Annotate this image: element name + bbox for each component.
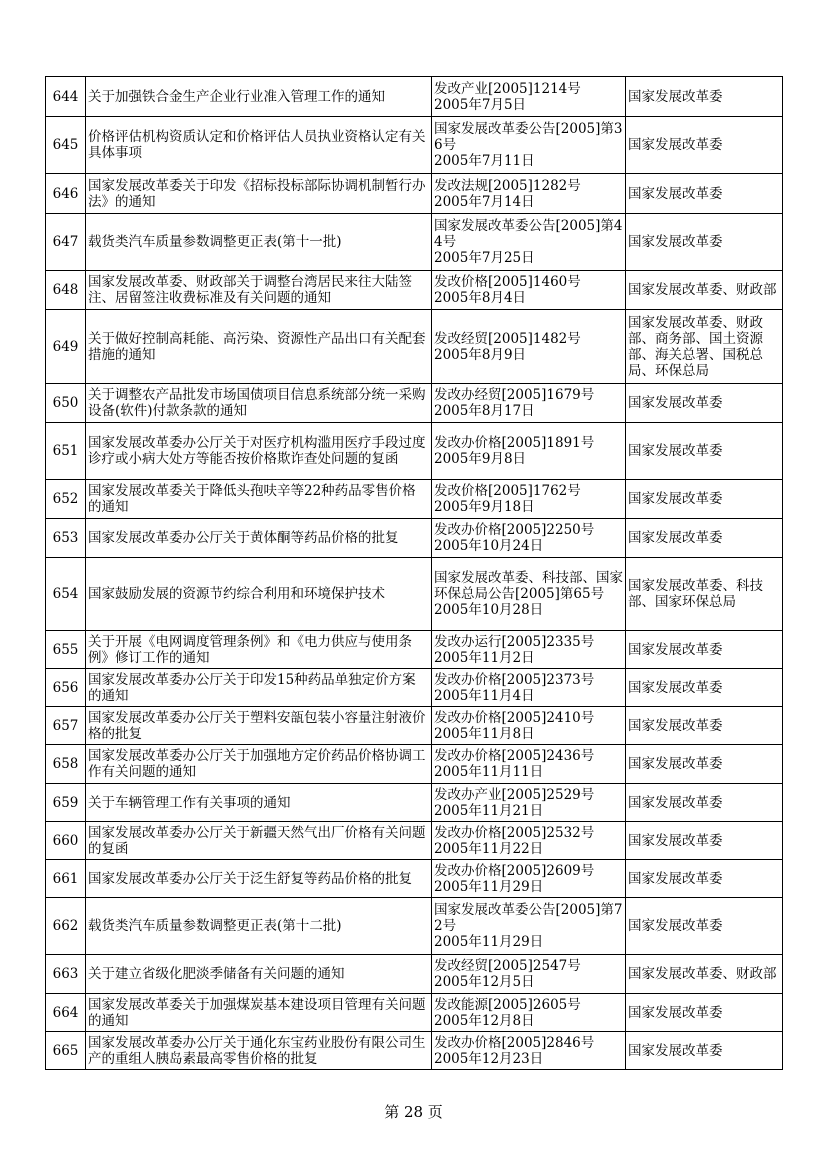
row-issuer: 国家发展改革委、科技部、国家环保总局 — [626, 558, 783, 631]
row-title: 关于建立省级化肥淡季储备有关问题的通知 — [86, 955, 432, 994]
table-row — [46, 631, 783, 669]
row-issuer: 国家发展改革委 — [626, 519, 783, 558]
row-number: 658 — [46, 745, 86, 784]
row-document-number: 发改办价格[2005]2250号 2005年10月24日 — [432, 519, 626, 558]
row-document-number: 发改办价格[2005]2373号 2005年11月4日 — [432, 669, 626, 707]
row-title: 关于加强铁合金生产企业行业准入管理工作的通知 — [86, 77, 432, 117]
row-number: 654 — [46, 558, 86, 631]
table-row — [46, 822, 783, 860]
document-table — [45, 76, 783, 1070]
row-number: 662 — [46, 898, 86, 955]
row-issuer: 国家发展改革委 — [626, 784, 783, 822]
row-number: 650 — [46, 384, 86, 423]
row-number: 647 — [46, 214, 86, 271]
table-row — [46, 707, 783, 745]
row-title: 关于做好控制高耗能、高污染、资源性产品出口有关配套措施的通知 — [86, 310, 432, 384]
row-document-number: 发改能源[2005]2605号 2005年12月8日 — [432, 994, 626, 1032]
table-row — [46, 480, 783, 519]
row-issuer: 国家发展改革委、财政部 — [626, 955, 783, 994]
row-number: 649 — [46, 310, 86, 384]
row-number: 657 — [46, 707, 86, 745]
row-number: 646 — [46, 174, 86, 214]
row-number: 653 — [46, 519, 86, 558]
row-document-number: 发改办价格[2005]2846号 2005年12月23日 — [432, 1032, 626, 1070]
table-row — [46, 214, 783, 271]
row-number: 656 — [46, 669, 86, 707]
row-document-number: 发改价格[2005]1762号 2005年9月18日 — [432, 480, 626, 519]
row-number: 655 — [46, 631, 86, 669]
table-row — [46, 1032, 783, 1070]
row-title: 国家发展改革委办公厅关于塑料安瓿包装小容量注射液价格的批复 — [86, 707, 432, 745]
row-issuer: 国家发展改革委 — [626, 117, 783, 174]
row-title: 国家鼓励发展的资源节约综合利用和环境保护技术 — [86, 558, 432, 631]
row-number: 663 — [46, 955, 86, 994]
row-title: 关于开展《电网调度管理条例》和《电力供应与使用条例》修订工作的通知 — [86, 631, 432, 669]
row-document-number: 发改办价格[2005]2609号 2005年11月29日 — [432, 860, 626, 898]
row-number: 664 — [46, 994, 86, 1032]
table-row — [46, 860, 783, 898]
row-issuer: 国家发展改革委 — [626, 707, 783, 745]
table-row — [46, 174, 783, 214]
row-issuer: 国家发展改革委 — [626, 745, 783, 784]
row-title: 国家发展改革委办公厅关于印发15种药品单独定价方案的通知 — [86, 669, 432, 707]
row-document-number: 发改办价格[2005]2410号 2005年11月8日 — [432, 707, 626, 745]
row-document-number: 国家发展改革委公告[2005]第44号 2005年7月25日 — [432, 214, 626, 271]
table-row — [46, 384, 783, 423]
row-number: 665 — [46, 1032, 86, 1070]
row-issuer: 国家发展改革委 — [626, 822, 783, 860]
row-title: 国家发展改革委办公厅关于对医疗机构滥用医疗手段过度诊疗或小病大处方等能否按价格欺诈查处问题的复函 — [86, 423, 432, 480]
row-document-number: 发改办产业[2005]2529号 2005年11月21日 — [432, 784, 626, 822]
row-document-number: 发改法规[2005]1282号 2005年7月14日 — [432, 174, 626, 214]
row-issuer: 国家发展改革委、财政部 — [626, 271, 783, 310]
row-number: 652 — [46, 480, 86, 519]
row-title: 关于调整农产品批发市场国债项目信息系统部分统一采购设备(软件)付款条款的通知 — [86, 384, 432, 423]
page-number: 第 28 页 — [384, 1103, 443, 1121]
table-row — [46, 558, 783, 631]
row-issuer: 国家发展改革委 — [626, 1032, 783, 1070]
row-title: 国家发展改革委办公厅关于通化东宝药业股份有限公司生产的重组人胰岛素最高零售价格的批复 — [86, 1032, 432, 1070]
table-row — [46, 423, 783, 480]
row-document-number: 发改办价格[2005]1891号 2005年9月8日 — [432, 423, 626, 480]
row-number: 644 — [46, 77, 86, 117]
row-title: 国家发展改革委关于加强煤炭基本建设项目管理有关问题的通知 — [86, 994, 432, 1032]
row-number: 651 — [46, 423, 86, 480]
row-number: 645 — [46, 117, 86, 174]
row-issuer: 国家发展改革委 — [626, 669, 783, 707]
row-issuer: 国家发展改革委、财政部、商务部、国土资源部、海关总署、国税总局、环保总局 — [626, 310, 783, 384]
table-row — [46, 310, 783, 384]
table-row — [46, 955, 783, 994]
row-document-number: 国家发展改革委、科技部、国家环保总局公告[2005]第65号 2005年10月28日 — [432, 558, 626, 631]
row-document-number: 发改办运行[2005]2335号 2005年11月2日 — [432, 631, 626, 669]
row-issuer: 国家发展改革委 — [626, 631, 783, 669]
row-title: 关于车辆管理工作有关事项的通知 — [86, 784, 432, 822]
table-row — [46, 745, 783, 784]
table-row — [46, 519, 783, 558]
row-number: 660 — [46, 822, 86, 860]
row-issuer: 国家发展改革委 — [626, 174, 783, 214]
table-body — [46, 77, 783, 1070]
row-title: 国家发展改革委办公厅关于泛生舒复等药品价格的批复 — [86, 860, 432, 898]
table-row — [46, 669, 783, 707]
table-row — [46, 271, 783, 310]
row-title: 国家发展改革委办公厅关于黄体酮等药品价格的批复 — [86, 519, 432, 558]
row-title: 国家发展改革委办公厅关于新疆天然气出厂价格有关问题的复函 — [86, 822, 432, 860]
table-row — [46, 784, 783, 822]
row-document-number: 国家发展改革委公告[2005]第72号 2005年11月29日 — [432, 898, 626, 955]
row-issuer: 国家发展改革委 — [626, 77, 783, 117]
row-document-number: 发改办经贸[2005]1679号 2005年8月17日 — [432, 384, 626, 423]
row-title: 载货类汽车质量参数调整更正表(第十一批) — [86, 214, 432, 271]
row-document-number: 国家发展改革委公告[2005]第36号 2005年7月11日 — [432, 117, 626, 174]
table-row — [46, 994, 783, 1032]
row-document-number: 发改产业[2005]1214号 2005年7月5日 — [432, 77, 626, 117]
table-row — [46, 898, 783, 955]
table-row — [46, 117, 783, 174]
row-title: 价格评估机构资质认定和价格评估人员执业资格认定有关具体事项 — [86, 117, 432, 174]
row-title: 国家发展改革委、财政部关于调整台湾居民来往大陆签注、居留签注收费标准及有关问题的通知 — [86, 271, 432, 310]
row-issuer: 国家发展改革委 — [626, 898, 783, 955]
row-document-number: 发改经贸[2005]1482号 2005年8月9日 — [432, 310, 626, 384]
row-document-number: 发改价格[2005]1460号 2005年8月4日 — [432, 271, 626, 310]
row-issuer: 国家发展改革委 — [626, 384, 783, 423]
row-issuer: 国家发展改革委 — [626, 480, 783, 519]
table-row — [46, 77, 783, 117]
row-document-number: 发改经贸[2005]2547号 2005年12月5日 — [432, 955, 626, 994]
row-title: 载货类汽车质量参数调整更正表(第十二批) — [86, 898, 432, 955]
row-issuer: 国家发展改革委 — [626, 423, 783, 480]
row-number: 661 — [46, 860, 86, 898]
row-issuer: 国家发展改革委 — [626, 860, 783, 898]
row-document-number: 发改办价格[2005]2436号 2005年11月11日 — [432, 745, 626, 784]
row-issuer: 国家发展改革委 — [626, 214, 783, 271]
row-title: 国家发展改革委关于降低头孢呋辛等22种药品零售价格的通知 — [86, 480, 432, 519]
row-number: 648 — [46, 271, 86, 310]
row-title: 国家发展改革委关于印发《招标投标部际协调机制暂行办法》的通知 — [86, 174, 432, 214]
row-title: 国家发展改革委办公厅关于加强地方定价药品价格协调工作有关问题的通知 — [86, 745, 432, 784]
row-document-number: 发改办价格[2005]2532号 2005年11月22日 — [432, 822, 626, 860]
row-number: 659 — [46, 784, 86, 822]
row-issuer: 国家发展改革委 — [626, 994, 783, 1032]
